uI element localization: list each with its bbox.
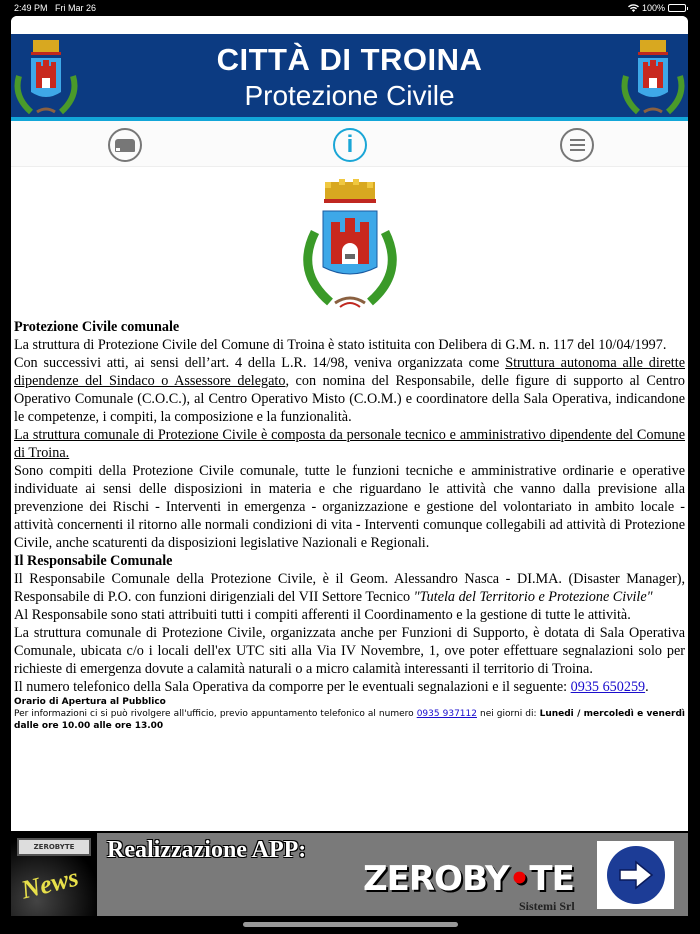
arrow-right-icon bbox=[607, 846, 665, 904]
brand-dot: • bbox=[508, 859, 530, 899]
top-spacer bbox=[11, 16, 688, 34]
status-time bbox=[14, 3, 96, 13]
news-badge: ZEROBYTE bbox=[17, 838, 91, 856]
header-banner bbox=[11, 34, 688, 121]
brand-text: ZEROBY bbox=[363, 859, 509, 899]
battery-icon bbox=[668, 4, 686, 12]
brand-text: TE bbox=[529, 859, 574, 899]
section-heading: Il Responsabile Comunale bbox=[14, 553, 173, 569]
menu-icon bbox=[570, 139, 585, 151]
text-span: . bbox=[645, 679, 649, 695]
phone-link-sala-operativa[interactable]: 0935 650259 bbox=[570, 679, 646, 695]
news-label: News bbox=[18, 862, 82, 905]
text-span: Per informazioni ci si può rivolgere all'ufficio, previo appuntamento telefonico al numero bbox=[14, 709, 417, 719]
time-text: 2:49 PM bbox=[14, 3, 48, 13]
app-window bbox=[11, 16, 688, 916]
text-span: Il numero telefonico della Sala Operativa da comporre per le eventuali segnalazioni e il seguente: bbox=[14, 679, 571, 695]
opening-days: Lunedi / mercoledì e venerdì dalle ore 10.00 alle ore 13.00 bbox=[14, 709, 685, 731]
status-right bbox=[628, 3, 686, 13]
city-crest-icon bbox=[295, 177, 405, 312]
paragraph bbox=[14, 570, 685, 606]
status-bar bbox=[0, 0, 700, 16]
underlined-text: La struttura comunale di Protezione Civile è composta da personale tecnico e amministrativo dipendente del Comune di Troina. bbox=[14, 427, 685, 461]
info-icon: i bbox=[346, 131, 354, 158]
banner-subtitle: Protezione Civile bbox=[244, 80, 455, 111]
phone-link-office[interactable]: 0935 937112 bbox=[416, 709, 477, 719]
paragraph: Al Responsabile sono stati attribuiti tutti i compiti afferenti il Coordinamento e la gestione di tutte le attività. bbox=[14, 607, 631, 623]
section-heading: Protezione Civile comunale bbox=[14, 319, 180, 335]
footer-banner[interactable] bbox=[11, 831, 688, 916]
content-area bbox=[11, 177, 688, 732]
paragraph: Sono compiti della Protezione Civile comunale, tutte le funzioni tecniche e amministrative ordinarie e operative individuate ai sensi delle disposizioni in materia e che riguardano le attività che vanno dalla previsione alla prevenzione dei Rischi - Interventi in emergenza - organizzazione e gestione del volontariato in ambito locale - attività concernenti il ritorno alle normali condizioni di vita - Interventi comunque collegabili ad attività di Protezione Civile, anche scaturenti da disposizioni legislative Nazionali e Regionali. bbox=[14, 463, 685, 551]
brand-logo bbox=[363, 859, 574, 899]
opening-hours bbox=[14, 696, 685, 732]
reader-icon bbox=[115, 139, 135, 152]
news-image bbox=[11, 833, 97, 916]
paragraph bbox=[14, 426, 685, 462]
nav-info-button[interactable] bbox=[333, 128, 367, 162]
nav-bar bbox=[11, 121, 688, 167]
brand-subtitle: Sistemi Srl bbox=[519, 899, 575, 913]
section-heading: Orario di Apertura al Pubblico bbox=[14, 697, 166, 707]
home-indicator[interactable] bbox=[243, 922, 458, 927]
text-span: Il Responsabile Comunale della Protezione Civile, è il Geom. Alessandro Nasca - DI.MA. (Disaster Manager), Responsabile di P.O. con funzioni dirigenziali del VII Settore Tecnico bbox=[14, 571, 685, 605]
nav-reader-button[interactable] bbox=[108, 128, 142, 162]
nav-menu-button[interactable] bbox=[560, 128, 594, 162]
paragraph: La struttura comunale di Protezione Civile, organizzata anche per Funzioni di Supporto, è dotata di Sala Operativa Comunale, ubicata c/o i locali dell'ex UTC siti alla Via IV Novembre, 1, ove poter effettuare segnalazioni solo per richieste di emergenza dovute a calamità naturali o a micro calamità interessanti il territorio di Troina. bbox=[14, 625, 685, 677]
footer-arrow-button[interactable] bbox=[597, 841, 674, 909]
wifi-icon bbox=[628, 4, 639, 12]
main-text bbox=[14, 318, 685, 696]
banner-title: CITTÀ DI TROINA bbox=[216, 42, 483, 77]
paragraph bbox=[14, 678, 685, 696]
date-text: Fri Mar 26 bbox=[55, 3, 97, 13]
paragraph bbox=[14, 354, 685, 426]
italic-text: "Tutela del Territorio e Protezione Civile" bbox=[413, 589, 653, 605]
underlined-text: Struttura autonoma alle dirette dipendenze del Sindaco o Assessore delegato bbox=[14, 355, 685, 389]
paragraph bbox=[14, 708, 685, 732]
battery-percent: 100% bbox=[641, 3, 665, 13]
text-span: Con successivi atti, ai sensi dell’art. 4 della L.R. 14/98, veniva organizzata come bbox=[14, 355, 506, 371]
city-crest-icon bbox=[618, 36, 688, 118]
paragraph: La struttura di Protezione Civile del Comune di Troina è stato istituita con Delibera di G.M. n. 117 del 10/04/1997. bbox=[14, 337, 667, 353]
footer-label: Realizzazione APP: bbox=[107, 837, 307, 863]
text-span: nei giorni di: bbox=[476, 709, 540, 719]
text-span: , con nomina del Responsabile, delle figure di supporto al Centro Operativo Comunale (C.O.C.), al Centro Operativo Misto (C.O.M.) e coordinatore della Sala Operativa, indicandone le competenze, i compiti, la composizione e la funzionalità. bbox=[14, 373, 685, 425]
